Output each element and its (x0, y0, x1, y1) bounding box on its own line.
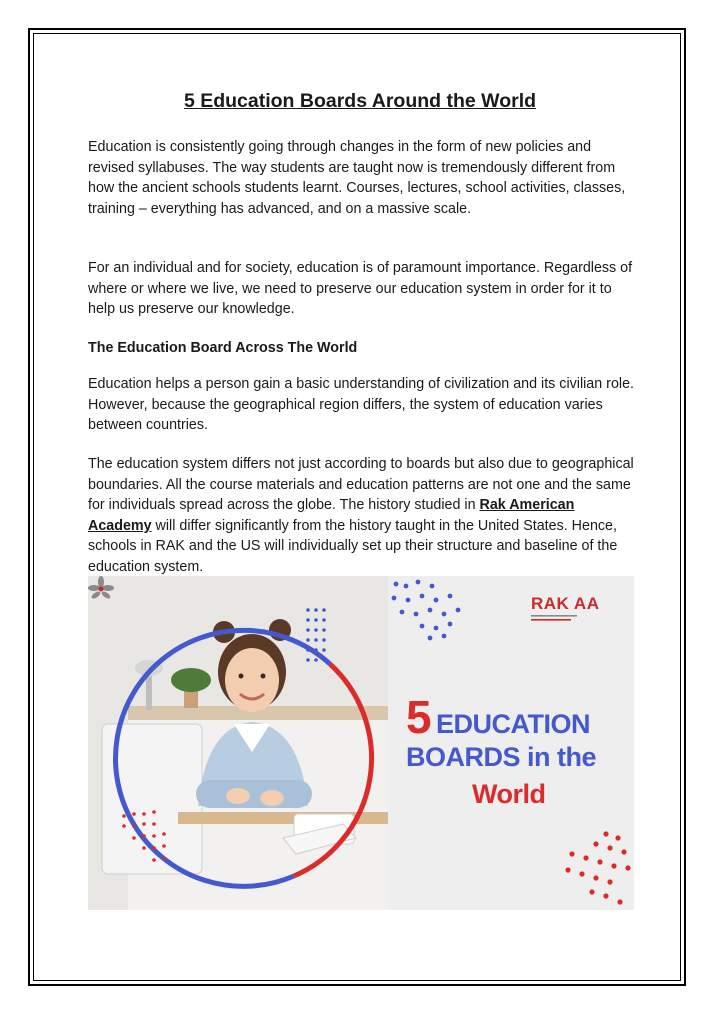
paragraph-text-end: will differ significantly from the history taught in the United States. Hence, schools in RAK and the US will individually set up their structure and baseline of the education system. (88, 517, 618, 575)
document-title: 5 Education Boards Around the World (183, 90, 537, 112)
banner-line-3: World (472, 779, 546, 809)
banner-image (88, 576, 634, 910)
banner-headline (406, 691, 634, 810)
banner-line-1: EDUCATION (436, 709, 591, 739)
banner-logo: RAK AA (531, 594, 600, 613)
paragraph-importance: For an individual and for society, education is of paramount importance. Regardless of where or where we live, we need to preserve our education system in order for it to help us preserve our knowledge. (88, 260, 633, 318)
paragraph-intro: Education is consistently going through changes in the form of new policies and revised syllabuses. The way students are taught now is tremendously different from how the ancient schools students learnt. Courses, lectures, school activities, classes, training – everything has advanced, and on a massive scale. (88, 139, 626, 217)
paragraph-text-start: The education system differs not just according to boards but also due to geographical boundaries. All the course materials and education patterns are not one and the same for individuals spread across the globe. The history studied in (88, 456, 634, 514)
banner-number: 5 (406, 691, 432, 743)
section-heading: The Education Board Across The World (88, 340, 358, 356)
paragraph-differences (88, 454, 636, 578)
banner-line-2: BOARDS in the (406, 742, 597, 772)
paragraph-understanding: Education helps a person gain a basic understanding of civilization and its civilian role. However, because the geographical region differs, the system of education varies between countries. (88, 376, 634, 434)
logo-leaf-icon (88, 576, 114, 602)
rak-american-academy-link[interactable]: Rak American Academy (88, 497, 575, 534)
